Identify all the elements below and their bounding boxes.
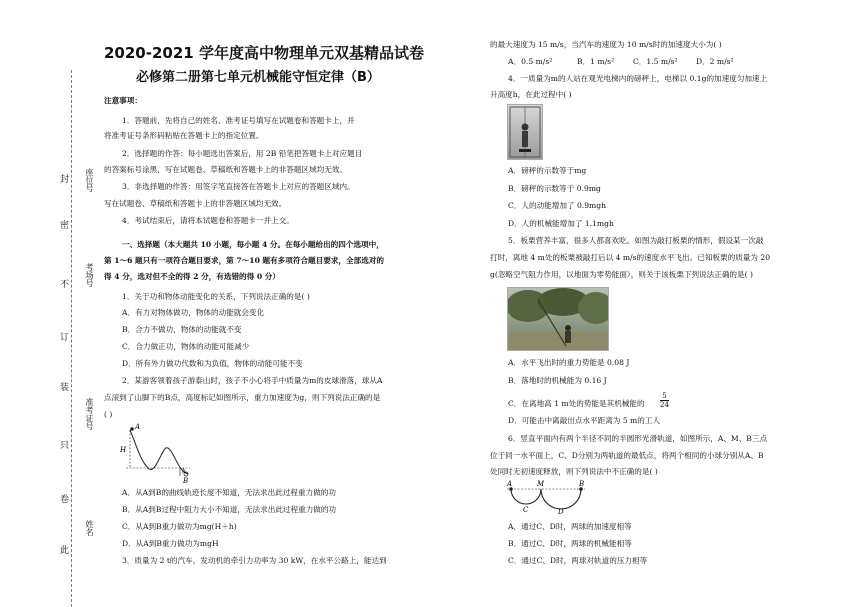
q2-option-d: D．从A到B重力做功为mgH: [122, 539, 219, 548]
q6-semicircle-tracks-figure: [505, 479, 587, 515]
q6-stem: 位于同一水平面上，C、D分别为两轨道的最低点，将两个相同的小球分别从A、B: [490, 451, 764, 460]
q5-stem: 打时，离地 4 m处的板栗被敲打后以 4 m/s的速度水平飞出。已知板栗的质量为 20: [490, 253, 771, 262]
ticket-number-label: 准考证号: [85, 398, 94, 430]
q5-option-a: A．水平飞出时的重力势能是 0.08 J: [508, 358, 630, 367]
q2-stem: ( ): [104, 410, 113, 419]
q6-label-m: M: [537, 480, 545, 488]
q4-option-d: D．人的机械能增加了 1.1mgh: [508, 219, 614, 228]
q6-stem: 6．竖直平面内有两个半径不同的半圆形光滑轨道，如图所示，A、M、B三点: [508, 434, 768, 443]
q4-stem: 4．一质量为m的人站在观光电梯内的磅秤上，电梯以 0.1g的加速度匀加速上: [508, 74, 768, 83]
q1-option-d: D．所有外力做功代数和为负值，物体的动能可能不变: [122, 359, 303, 368]
q2-label-b: B: [183, 477, 189, 484]
q5-fraction: [660, 392, 669, 409]
notes-line: 3．非选择题的作答：用签字笔直接答在答题卡上对应的答题区域内。: [122, 182, 355, 191]
q5-option-b: B．落地时的机械能为 0.16 J: [508, 376, 607, 385]
notes-line: 的答案标号涂黑，写在试题卷、草稿纸和答题卡上的非答题区域均无效。: [104, 165, 347, 174]
q4-option-b: B．磅秤的示数等于 0.9mg: [508, 184, 601, 193]
q2-label-h-upper: H: [120, 446, 127, 454]
q6-label-a: A: [507, 480, 513, 488]
q5-stem: g(忽略空气阻力作用，以地面为零势能面），则关于该板栗下列说法正确的是( ): [490, 270, 753, 279]
notes-line: 2．选择题的作答：每小题选出答案后，用 2B 铅笔把答题卡上对应题目: [122, 149, 363, 158]
q6-option-b: B．通过C、D时，两球的机械能相等: [508, 539, 632, 548]
q2-option-b: B．从A到B过程中阻力大小不知道，无法求出此过程重力做的功: [122, 505, 337, 514]
notes-line: 1．答题前，先将自己的姓名、准考证号填写在试题卷和答题卡上，并: [122, 116, 355, 125]
notes-heading: 注意事项：: [104, 96, 142, 105]
seal-char: 只: [60, 441, 70, 451]
seal-char: 装: [60, 383, 70, 393]
q6-label-d: D: [558, 508, 564, 515]
notes-line: 写在试题卷、草稿纸和答题卡上的非答题区域均无效。: [104, 199, 287, 208]
q6-label-c: C: [523, 506, 529, 514]
q4-stem: 升高度h，在此过程中( ): [490, 90, 572, 99]
q2-label-a: A: [135, 423, 141, 431]
seal-char: 此: [60, 546, 70, 556]
seal-char: 不: [60, 280, 70, 290]
name-label: 姓名: [85, 520, 94, 536]
q6-option-c: C．通过C、D时，两球对轨道的压力相等: [508, 556, 648, 565]
q5-stem: 5．板栗营养丰富，很多人都喜欢吃。如图为敲打板栗的情形，假设某一次敲: [508, 236, 764, 245]
section-heading: 得 4 分，选对但不全的得 2 分，有选错的得 0 分）: [104, 272, 280, 281]
seal-char: 封: [60, 175, 70, 185]
q1-option-c: C．合力做正功，物体的动能可能减少: [122, 342, 250, 351]
q2-option-a: A．从A到B的曲线轨迹长度不知道，无法求出此过程重力做的功: [122, 488, 336, 497]
q4-option-c: C．人的动能增加了 0.9mgh: [508, 201, 607, 210]
q5-option-c: C．在离地高 1 m处的势能是其机械能的: [508, 399, 645, 408]
seat-number-label: 座位号: [85, 168, 94, 192]
q6-option-a: A．通过C、D时，两球的加速度相等: [508, 522, 632, 531]
exam-room-label: 考场号: [85, 263, 94, 287]
notes-line: 将准考证号条形码粘贴在答题卡上的指定位置。: [104, 131, 264, 140]
q3-option-c: C．1.5 m/s²: [633, 57, 678, 66]
q6-stem: 处同时无初速度释放，则下列说法中不正确的是( ): [490, 467, 658, 476]
q5-option-d: D．可能击中离敲出点水平距离为 5 m的工人: [508, 416, 661, 425]
q6-label-b: B: [579, 480, 585, 488]
q4-option-a: A．磅秤的示数等于mg: [508, 166, 587, 175]
q2-label-h-lower: h: [182, 468, 186, 475]
q3-option-a: A．0.5 m/s²: [508, 57, 553, 66]
q1-option-b: B．合力不做功，物体的动能就不变: [122, 325, 242, 334]
q2-stem: 点滚到了山脚下的B点，高度标记如图所示，重力加速度为g，则下列说法正确的是: [104, 393, 381, 402]
q1-option-a: A．有力对物体做功，物体的动能就会变化: [122, 308, 265, 317]
seal-char: 密: [60, 221, 70, 231]
q2-slope-figure: [118, 420, 198, 484]
q2-option-c: C．从A到B重力做功为mg(H＋h): [122, 522, 237, 531]
q3-option-b: B．1 m/s²: [577, 57, 615, 66]
seal-char: 订: [60, 333, 70, 343]
q5-fraction-denominator: 24: [660, 401, 669, 409]
q5-fraction-numerator: 5: [662, 392, 667, 400]
q3-stem: 的最大速度为 15 m/s，当汽车的速度为 10 m/s时的加速度大小为( ): [490, 40, 722, 49]
q3-option-d: D．2 m/s²: [696, 57, 734, 66]
q3-stem: 3．质量为 2 t的汽车，发动机的牵引力功率为 30 kW，在水平公路上，能达到: [122, 556, 387, 565]
paper-title: 2020-2021 学年度高中物理单元双基精品试卷: [104, 44, 424, 62]
q5-chestnut-photo: [507, 287, 609, 351]
section-heading: 一、选择题（本大题共 10 小题，每小题 4 分。在每小题给出的四个选项中，: [122, 240, 384, 249]
seal-char: 卷: [60, 495, 70, 505]
q2-stem: 2．某游客领着孩子游泰山时，孩子不小心将手中质量为m的皮球滑落，球从A: [122, 376, 383, 385]
binding-dashed-line: [71, 70, 72, 607]
q4-elevator-photo: [507, 104, 543, 160]
section-heading: 第 1～6 题只有一项符合题目要求，第 7～10 题有多项符合题目要求，全部选对的: [104, 256, 384, 265]
q1-stem: 1．关于功和物体动能变化的关系，下列说法正确的是( ): [122, 292, 310, 301]
notes-line: 4．考试结束后，请将本试题卷和答题卡一并上交。: [122, 216, 294, 225]
paper-subtitle: 必修第二册第七单元机械能守恒定律（B）: [136, 70, 380, 85]
